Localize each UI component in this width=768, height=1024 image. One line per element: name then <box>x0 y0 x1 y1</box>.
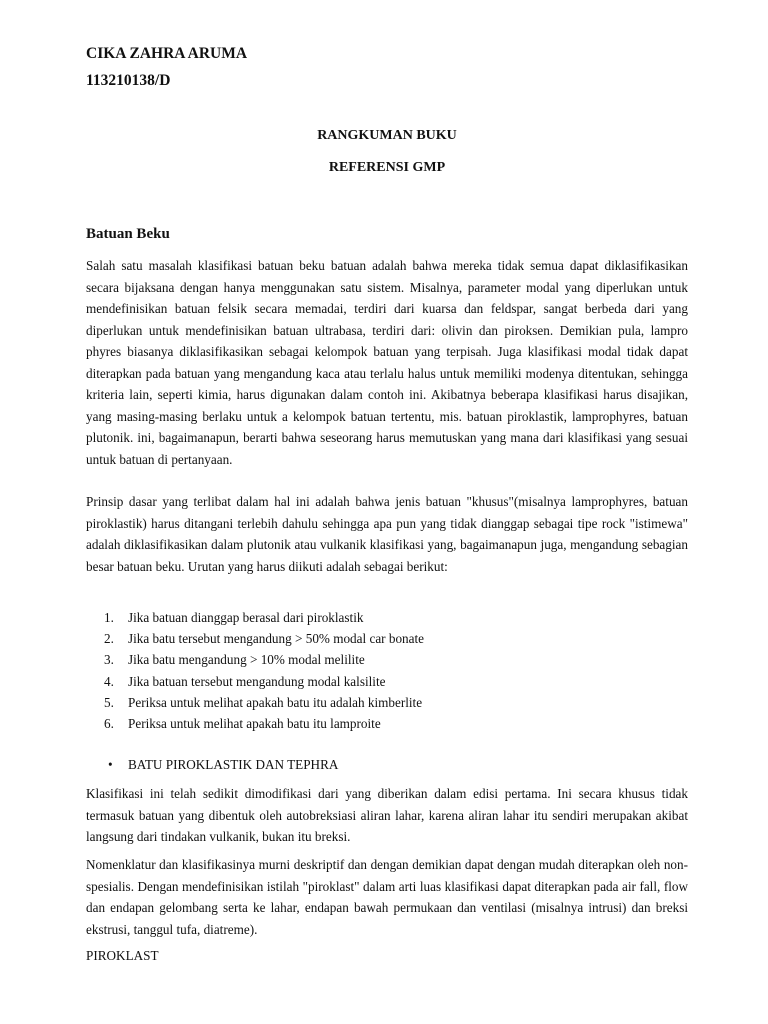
subheading-piroklast: PIROKLAST <box>86 948 159 963</box>
list-item <box>86 649 688 670</box>
list-item-text: Jika batu mengandung > 10% modal melilite <box>128 652 365 668</box>
list-item <box>86 628 688 649</box>
author-name: CIKA ZAHRA ARUMA <box>86 45 248 62</box>
list-item-text: Periksa untuk melihat apakah batu itu lamproite <box>128 716 381 732</box>
list-item-number: 2. <box>104 631 114 647</box>
list-item-number: 1. <box>104 610 114 625</box>
section-heading-piroklastik: BATU PIROKLASTIK DAN TEPHRA <box>128 757 339 772</box>
list-item-text: Jika batu tersebut mengandung > 50% modal car bonate <box>128 631 425 647</box>
list-item <box>86 671 688 692</box>
student-id: 113210138/D <box>86 72 171 89</box>
section-heading-batuan-beku: Batuan Beku <box>86 226 170 242</box>
document-title-line2: REFERENSI GMP <box>328 160 446 175</box>
paragraph: Prinsip dasar yang terlibat dalam hal ini adalah bahwa jenis batuan "khusus"(misalnya lamprophyres, batuan piroklastik) harus ditangani terlebih dahulu sehingga apa pun yang tidak dianggap sebagai tipe rock "istimewa" adalah diklasifikasikan dalam plutonik atau vulkanik klasifikasi yang, bagaimanapun juga, mengandung sebagian besar batuan beku. Urutan yang harus diikuti adalah sebagai berikut: <box>86 494 688 574</box>
list-item-number: 6. <box>104 716 114 732</box>
list-item-text: Jika batuan tersebut mengandung modal kalsilite <box>128 673 386 689</box>
list-item-number: 5. <box>104 694 114 710</box>
list-item-number: 3. <box>104 652 114 668</box>
paragraph: Nomenklatur dan klasifikasinya murni deskriptif dan dengan demikian dapat dengan mudah diterapkan oleh non-spesialis. Dengan mendefinisikan istilah "piroklast" dalam arti luas klasifikasi dapat diterapkan pada air fall, flow dan endapan gelombang serta ke lahar, endapan bawah permukaan dan ventilasi (misalnya intrusi) dan breksi ekstrusi, tanggul tufa, diatreme). <box>86 857 688 937</box>
list-item <box>86 713 688 734</box>
ordered-list <box>86 607 688 734</box>
document-title-line1: RANGKUMAN BUKU <box>317 128 457 143</box>
list-item-number: 4. <box>104 673 114 689</box>
list-item-text: Periksa untuk melihat apakah batu itu adalah kimberlite <box>128 694 423 710</box>
list-item <box>86 692 688 713</box>
bullet-icon: • <box>108 757 113 772</box>
paragraph: Klasifikasi ini telah sedikit dimodifikasi dari yang diberikan dalam edisi pertama. Ini secara khusus tidak termasuk batuan yang dibentuk oleh autobreksiasi aliran lahar, karena aliran lahar itu sendiri merupakan akibat langsung dari tindakan vulkanik, bukan itu breksi. <box>86 786 688 844</box>
paragraph: Salah satu masalah klasifikasi batuan beku batuan adalah bahwa mereka tidak semua dapat diklasifikasikan secara bijaksana dengan hanya menggunakan satu sistem. Misalnya, parameter modal yang diperlukan untuk mendefinisikan batuan felsik secara memadai, terdiri dari kuarsa dan feldspar, sangat berbeda dari yang diperlukan untuk mendefinisikan batuan ultrabasa, terdiri dari: olivin dan piroksen. Demikian pula, lampro phyres biasanya diklasifikasikan sebagai kelompok batuan yang terpisah. Juga klasifikasi modal tidak dapat diterapkan pada batuan yang mengandung kaca atau terlalu halus untuk memiliki modenya ditentukan, sehingga kriteria lain, seperti kimia, harus digunakan dalam contoh ini. Akibatnya beberapa klasifikasi harus disajikan, yang masing-masing berlaku untuk a kelompok batuan tertentu, mis. batuan piroklastik, lamprophyres, batuan plutonik. ini, bagaimanapun, berarti bahwa seseorang harus memutuskan yang mana dari klasifikasi yang sesuai untuk batuan di pertanyaan. <box>86 258 688 467</box>
list-item <box>86 607 688 628</box>
list-item-text: Jika batuan dianggap berasal dari piroklastik <box>128 610 364 625</box>
